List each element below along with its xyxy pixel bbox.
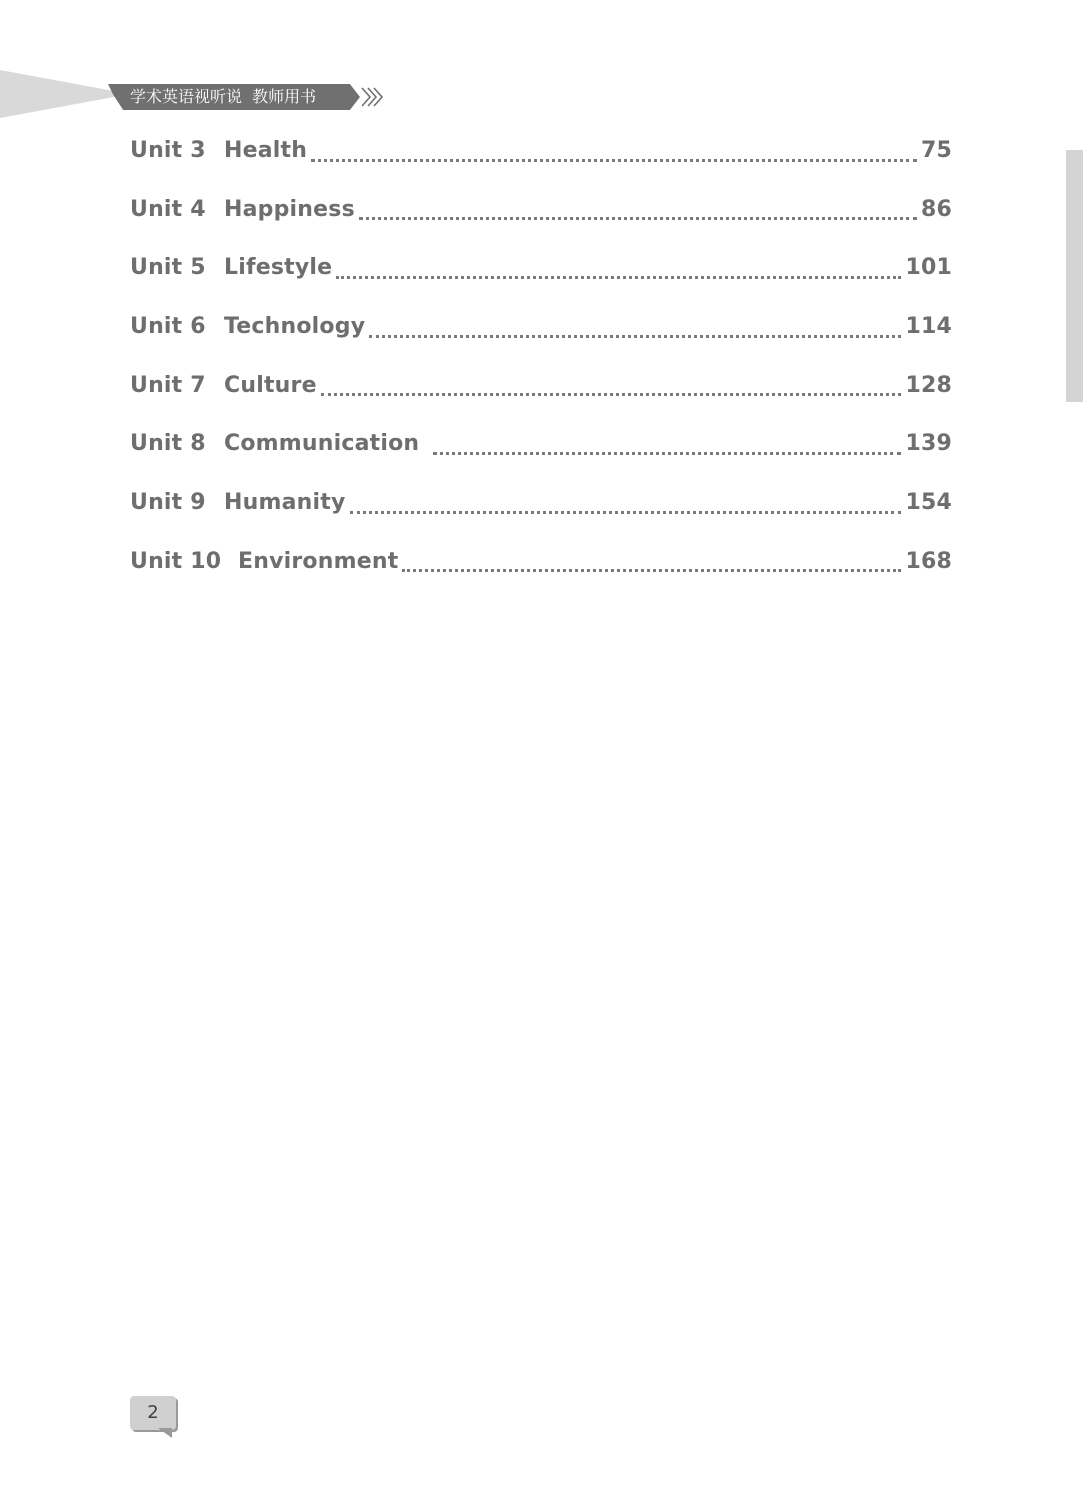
dot-leader [359, 217, 917, 220]
toc-entry[interactable] [130, 431, 952, 490]
toc-unit-label: Unit 5 [130, 255, 206, 281]
toc-page-number: 128 [905, 372, 952, 398]
dot-leader [336, 276, 901, 279]
toc-entry[interactable] [130, 197, 952, 256]
toc-unit-label: Unit 10 [130, 548, 222, 574]
table-of-contents [130, 138, 952, 608]
toc-page-number: 154 [905, 490, 952, 516]
toc-title: Happiness [224, 196, 355, 222]
toc-unit-label: Unit 8 [130, 431, 206, 457]
toc-entry[interactable] [130, 314, 952, 373]
dot-leader [369, 335, 901, 338]
toc-page-number: 86 [920, 196, 952, 222]
toc-entry[interactable] [130, 373, 952, 432]
dot-leader [321, 393, 902, 396]
toc-entry[interactable] [130, 490, 952, 549]
toc-page-number: 114 [905, 314, 952, 340]
toc-unit-label: Unit 9 [130, 490, 206, 516]
toc-title: Environment [238, 548, 399, 574]
toc-title: Culture [224, 372, 317, 398]
header-wedge-decoration [0, 70, 130, 118]
toc-entry[interactable] [130, 255, 952, 314]
toc-page-number: 168 [905, 548, 952, 574]
toc-unit-label: Unit 7 [130, 372, 206, 398]
toc-page-number: 139 [905, 431, 952, 457]
toc-title: Humanity [224, 490, 346, 516]
toc-title: Lifestyle [224, 255, 333, 281]
book-title: 学术英语视听说 教师用书 [130, 87, 317, 106]
toc-page-number: 101 [905, 255, 952, 281]
dot-leader [311, 159, 917, 162]
toc-unit-label: Unit 4 [130, 196, 206, 222]
toc-entry[interactable] [130, 138, 952, 197]
toc-entry[interactable] [130, 549, 952, 608]
toc-title: Technology [224, 314, 366, 340]
toc-page-number: 75 [920, 138, 952, 163]
page-number: 2 [147, 1402, 159, 1423]
dot-leader [433, 452, 901, 455]
toc-unit-label: Unit 3 [130, 138, 206, 163]
side-tab-decoration [1066, 150, 1083, 402]
toc-title: Communication [224, 431, 420, 457]
chevron-right-icon [358, 84, 388, 110]
toc-title: Health [224, 138, 308, 163]
dot-leader [402, 569, 901, 572]
dot-leader [350, 511, 902, 514]
toc-unit-label: Unit 6 [130, 314, 206, 340]
